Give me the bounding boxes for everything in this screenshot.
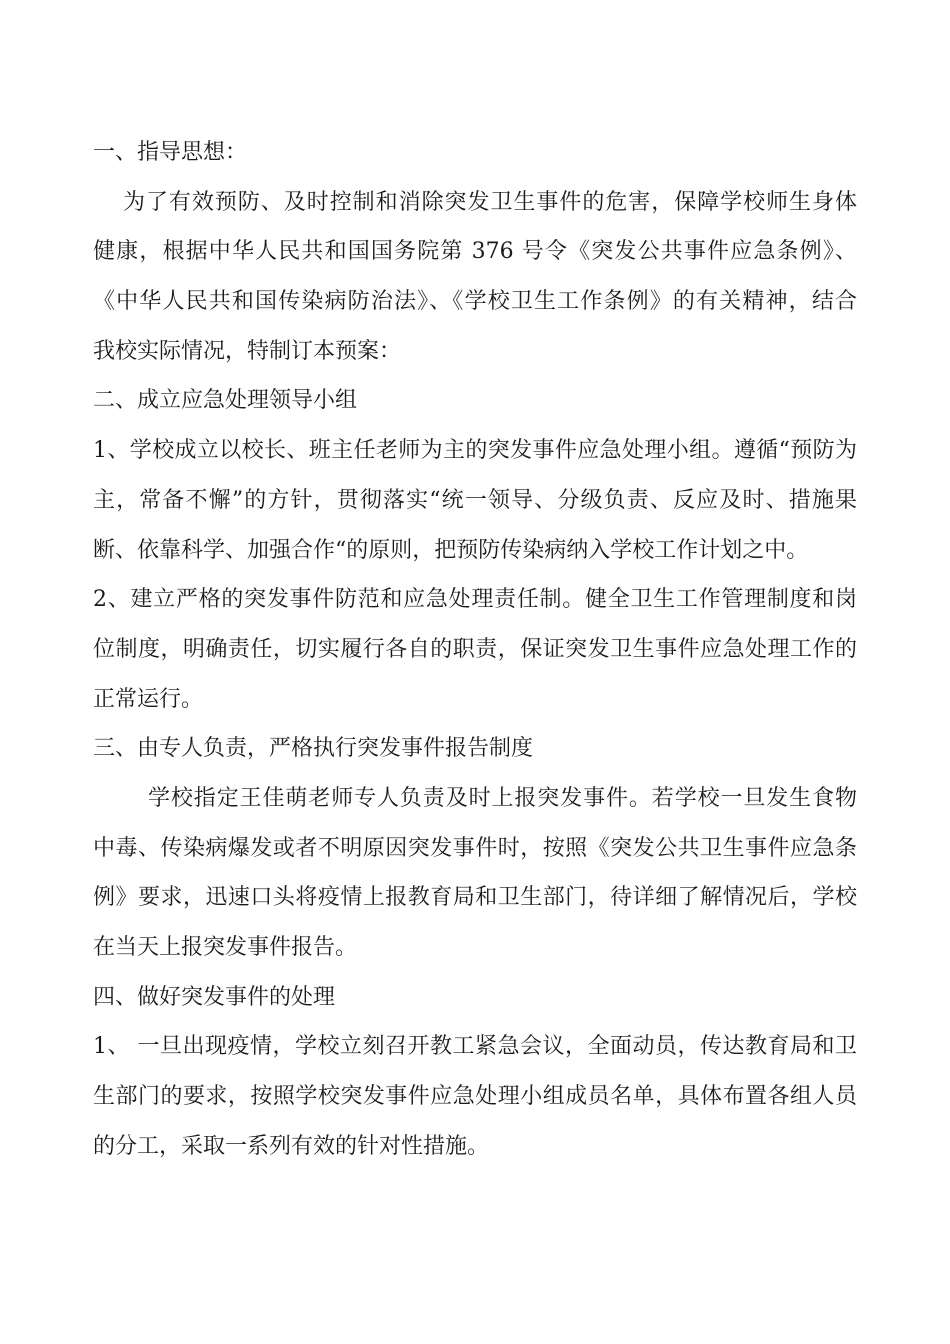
section-heading-4: 四、做好突发事件的处理 [93,984,336,1010]
paragraph-line: 为了有效预防、及时控制和消除突发卫生事件的危害，保障学校师生身体 [123,189,857,215]
section-heading-3: 三、由专人负责，严格执行突发事件报告制度 [93,736,534,762]
paragraph-line: 健康，根据中华人民共和国国务院第 376 号令《突发公共事件应急条例》、 [93,239,857,265]
paragraph-line: 位制度，明确责任，切实履行各自的职责，保证突发卫生事件应急处理工作的 [93,636,857,662]
paragraph-line: 《中华人民共和国传染病防治法》、《学校卫生工作条例》的有关精神，结合 [93,289,857,315]
paragraph-line: 我校实际情况，特制订本预案： [93,338,402,364]
paragraph-line: 中毒、传染病爆发或者不明原因突发事件时，按照《突发公共卫生事件应急条 [93,835,857,861]
paragraph-line: 生部门的要求，按照学校突发事件应急处理小组成员名单，具体布置各组人员 [93,1084,857,1110]
section-heading-2: 二、成立应急处理领导小组 [93,388,358,414]
paragraph-line: 1、学校成立以校长、班主任老师为主的突发事件应急处理小组。遵循“预防为 [93,438,857,464]
paragraph-line: 1、 一旦出现疫情，学校立刻召开教工紧急会议，全面动员，传达教育局和卫 [93,1034,857,1060]
paragraph-line: 学校指定王佳萌老师专人负责及时上报突发事件。若学校一旦发生食物 [148,785,857,811]
paragraph-line: 断、依靠科学、加强合作“的原则，把预防传染病纳入学校工作计划之中。 [93,537,809,563]
document-body [93,128,857,1171]
paragraph-line: 2、建立严格的突发事件防范和应急处理责任制。健全卫生工作管理制度和岗 [93,587,857,613]
section-heading-1: 一、指导思想： [93,140,248,165]
paragraph-line: 主，常备不懈”的方针，贯彻落实“统一领导、分级负责、反应及时、措施果 [93,487,857,513]
paragraph-line: 在当天上报突发事件报告。 [93,935,358,960]
paragraph-line: 例》要求，迅速口头将疫情上报教育局和卫生部门，待详细了解情况后，学校 [93,885,857,911]
paragraph-line: 正常运行。 [93,686,204,712]
paragraph-line: 的分工，采取一系列有效的针对性措施。 [93,1133,490,1159]
